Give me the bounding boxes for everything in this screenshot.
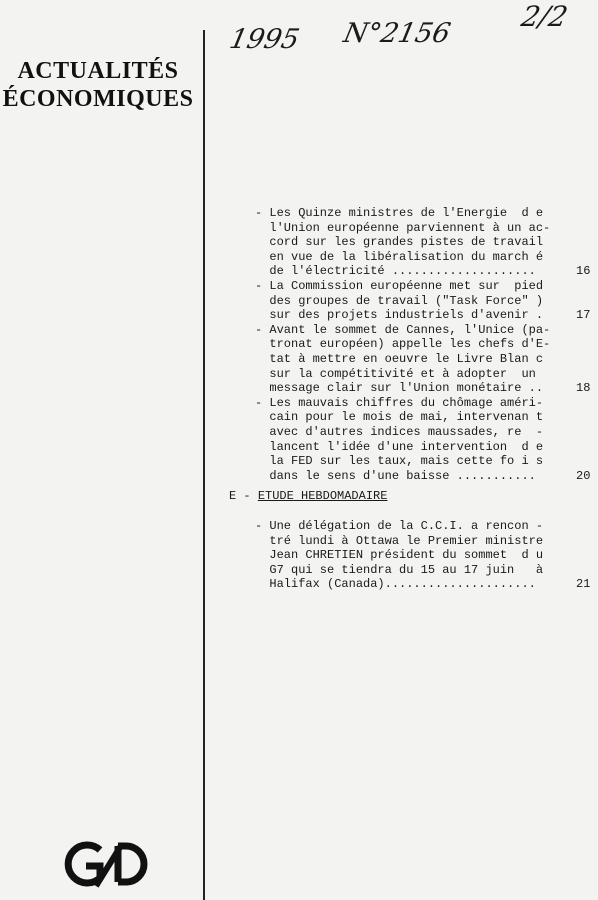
toc-page-number: 21 bbox=[576, 577, 591, 592]
toc-entry-line: tré lundi à Ottawa le Premier ministre bbox=[255, 533, 544, 548]
masthead-line-1: ACTUALITÉS bbox=[17, 58, 179, 84]
toc-entry-line: - Une délégation de la C.C.I. a rencon - bbox=[255, 519, 544, 533]
toc-entry-line: G7 qui se tiendra du 15 au 17 juin à bbox=[255, 562, 544, 577]
handwritten-page-number: 2/2 bbox=[518, 0, 571, 33]
toc-entry-line: la FED sur les taux, mais cette fo i s bbox=[255, 454, 544, 469]
toc-entry-line: - Avant le sommet de Cannes, l'Unice (pa- bbox=[255, 322, 551, 337]
toc-entry-line: - Les mauvais chiffres du chômage améri- bbox=[255, 395, 544, 410]
section-letter: E - bbox=[229, 489, 251, 503]
toc-entry-line: dans le sens d'une baisse ........... bbox=[255, 468, 536, 483]
toc-entry-line: Halifax (Canada)..................... bbox=[255, 577, 536, 592]
toc-entry-line: avec d'autres indices maussades, re - bbox=[255, 425, 544, 439]
toc-entry-line: message clair sur l'Union monétaire .. bbox=[255, 381, 544, 396]
toc-entry-line: cord sur les grandes pistes de travail bbox=[255, 235, 544, 250]
toc-entry-line: - La Commission européenne met sur pied bbox=[255, 279, 544, 293]
toc-entry-line: Jean CHRETIEN président du sommet d u bbox=[255, 548, 544, 563]
toc-entry-line: de l'électricité .................... bbox=[255, 264, 536, 279]
handwritten-issue-number: N°2156 bbox=[340, 18, 454, 49]
vertical-rule bbox=[203, 30, 205, 900]
section-title: ETUDE HEBDOMADAIRE bbox=[257, 489, 388, 503]
handwritten-year: 1995 bbox=[226, 24, 303, 55]
masthead-line-2: ÉCONOMIQUES bbox=[2, 86, 194, 112]
toc-entry-line: cain pour le mois de mai, intervenan t bbox=[255, 410, 544, 425]
toc-entry-line: tronat européen) appelle les chefs d'E- bbox=[255, 337, 551, 352]
toc-entry-line: sur la compétitivité et à adopter un bbox=[255, 366, 536, 381]
toc-entry-line: - Les Quinze ministres de l'Energie d e bbox=[255, 206, 544, 220]
toc-page-number: 18 bbox=[576, 381, 591, 396]
section-heading bbox=[229, 489, 387, 503]
toc-page-number: 17 bbox=[576, 308, 591, 323]
toc-entry-line: en vue de la libéralisation du march é bbox=[255, 249, 544, 264]
toc-entry-line: tat à mettre en oeuvre le Livre Blan c bbox=[255, 352, 544, 366]
toc-page-number: 16 bbox=[576, 264, 591, 279]
toc-page-number: 20 bbox=[576, 468, 591, 483]
toc-entry-line: lancent l'idée d'une intervention d e bbox=[255, 439, 544, 454]
toc-entry-line: sur des projets industriels d'avenir . bbox=[255, 308, 544, 323]
toc-entry-line: l'Union européenne parviennent à un ac- bbox=[255, 220, 551, 235]
toc-entry-line: des groupes de travail ("Task Force" ) bbox=[255, 293, 544, 308]
gd-logo bbox=[56, 838, 160, 890]
